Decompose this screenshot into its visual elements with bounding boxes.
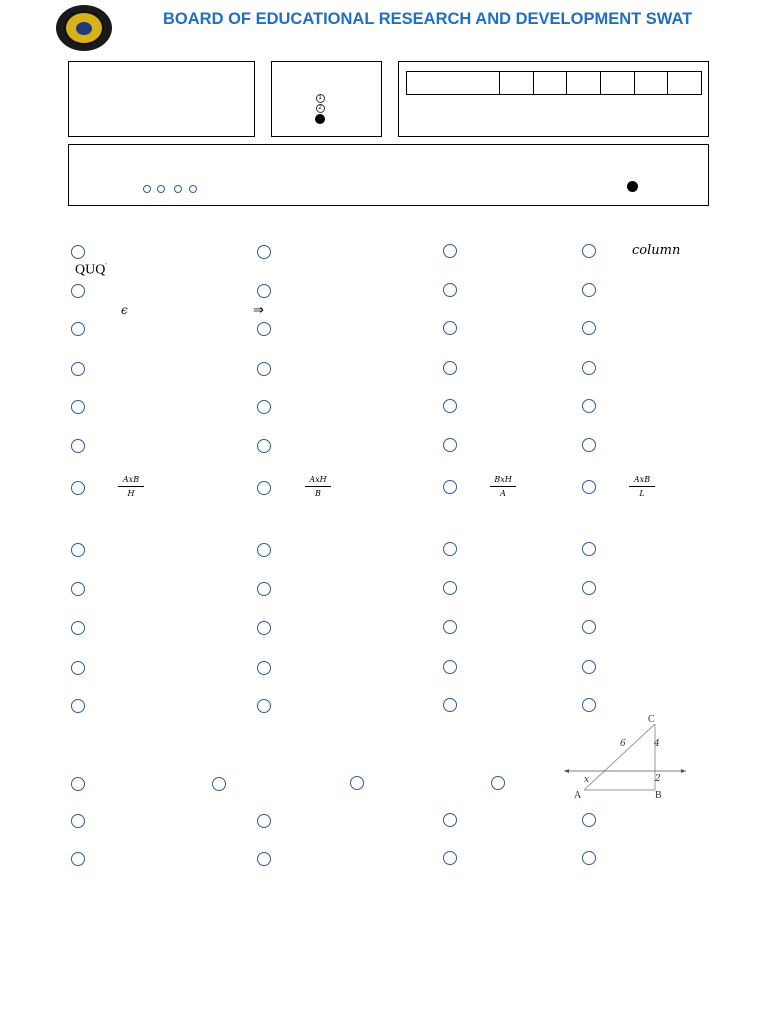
- answer-bubble-q4-a[interactable]: [71, 362, 85, 376]
- answer-bubble-q2-a[interactable]: [71, 284, 85, 298]
- answer-bubble-q12-a[interactable]: [71, 699, 85, 713]
- answer-bubble-q2-d[interactable]: [582, 283, 596, 297]
- answer-bubble-q3-c[interactable]: [443, 321, 457, 335]
- implies-symbol: ⇒: [253, 302, 264, 317]
- answer-bubble-q9-c[interactable]: [443, 581, 457, 595]
- board-logo-icon: [56, 5, 112, 51]
- answer-bubble-q15-b[interactable]: [257, 852, 271, 866]
- triangle-diagram: [560, 710, 692, 802]
- answer-bubble-q11-c[interactable]: [443, 660, 457, 674]
- name-box[interactable]: [68, 61, 255, 137]
- roll-cell[interactable]: [567, 72, 601, 95]
- option-text-quq: QUQ': [75, 262, 107, 278]
- answer-bubble-q14-d[interactable]: [582, 813, 596, 827]
- filled-sample-bubble: [627, 181, 638, 192]
- roll-cell[interactable]: [534, 72, 567, 95]
- answer-bubble-q7-c[interactable]: [443, 480, 457, 494]
- page-title: BOARD OF EDUCATIONAL RESEARCH AND DEVELOPMENT SWAT: [163, 10, 693, 28]
- epsilon-symbol: ϵ: [121, 303, 128, 317]
- answer-bubble-q4-c[interactable]: [443, 361, 457, 375]
- answer-bubble-q5-d[interactable]: [582, 399, 596, 413]
- answer-bubble-q9-d[interactable]: [582, 581, 596, 595]
- mini-bubble-2[interactable]: 2: [316, 104, 325, 113]
- answer-bubble-q14-a[interactable]: [71, 814, 85, 828]
- fraction-option-a: AxB H: [118, 475, 144, 498]
- answer-bubble-q11-a[interactable]: [71, 661, 85, 675]
- answer-bubble-q1-a[interactable]: [71, 245, 85, 259]
- mini-bubble-filled[interactable]: [315, 114, 325, 124]
- answer-bubble-q14-c[interactable]: [443, 813, 457, 827]
- answer-bubble-q7-b[interactable]: [257, 481, 271, 495]
- answer-bubble-q12-b[interactable]: [257, 699, 271, 713]
- option-text-column: column: [632, 243, 681, 258]
- answer-bubble-q10-b[interactable]: [257, 621, 271, 635]
- answer-bubble-q15-c[interactable]: [443, 851, 457, 865]
- vertex-label-c: C: [648, 714, 655, 725]
- answer-bubble-q5-a[interactable]: [71, 400, 85, 414]
- answer-bubble-q8-c[interactable]: [443, 542, 457, 556]
- answer-bubble-q10-d[interactable]: [582, 620, 596, 634]
- answer-bubble-q13-b[interactable]: [212, 777, 226, 791]
- answer-bubble-q1-d[interactable]: [582, 244, 596, 258]
- answer-bubble-q7-d[interactable]: [582, 480, 596, 494]
- roll-cell-label: [407, 72, 500, 95]
- answer-bubble-q6-d[interactable]: [582, 438, 596, 452]
- vertex-label-b: B: [655, 790, 662, 801]
- answer-bubble-q2-b[interactable]: [257, 284, 271, 298]
- answer-bubble-q13-a[interactable]: [71, 777, 85, 791]
- sample-bubble: [143, 185, 151, 193]
- answer-bubble-q8-d[interactable]: [582, 542, 596, 556]
- answer-bubble-q9-b[interactable]: [257, 582, 271, 596]
- answer-bubble-q8-b[interactable]: [257, 543, 271, 557]
- answer-bubble-q12-c[interactable]: [443, 698, 457, 712]
- fraction-option-b: AxH B: [305, 475, 331, 498]
- answer-bubble-q1-c[interactable]: [443, 244, 457, 258]
- answer-bubble-q4-d[interactable]: [582, 361, 596, 375]
- sample-bubble: [157, 185, 165, 193]
- answer-bubble-q10-c[interactable]: [443, 620, 457, 634]
- fraction-option-c: BxH A: [490, 475, 516, 498]
- answer-bubble-q15-a[interactable]: [71, 852, 85, 866]
- answer-bubble-q10-a[interactable]: [71, 621, 85, 635]
- answer-bubble-q8-a[interactable]: [71, 543, 85, 557]
- paper-code-box: [271, 61, 382, 137]
- answer-bubble-q6-c[interactable]: [443, 438, 457, 452]
- answer-bubble-q6-b[interactable]: [257, 439, 271, 453]
- answer-bubble-q1-b[interactable]: [257, 245, 271, 259]
- answer-bubble-q5-c[interactable]: [443, 399, 457, 413]
- arrow-right-icon: [681, 769, 686, 773]
- fraction-option-d: AxB L: [629, 475, 655, 498]
- angle-label-x: x: [584, 775, 590, 785]
- answer-bubble-q2-c[interactable]: [443, 283, 457, 297]
- answer-bubble-q11-b[interactable]: [257, 661, 271, 675]
- answer-bubble-q9-a[interactable]: [71, 582, 85, 596]
- paper-code-bubbles: [314, 94, 326, 124]
- roll-cell[interactable]: [668, 72, 702, 95]
- answer-bubble-q3-a[interactable]: [71, 322, 85, 336]
- sample-bubble: [174, 185, 182, 193]
- roll-cell[interactable]: [635, 72, 668, 95]
- roll-number-grid: [406, 71, 702, 95]
- side-label-hyp: 6: [620, 739, 626, 749]
- answer-bubble-q6-a[interactable]: [71, 439, 85, 453]
- arrow-left-icon: [564, 769, 569, 773]
- triangle-hypotenuse: [584, 724, 655, 790]
- roll-cell[interactable]: [500, 72, 534, 95]
- answer-bubble-q13-c[interactable]: [350, 776, 364, 790]
- answer-bubble-q4-b[interactable]: [257, 362, 271, 376]
- answer-bubble-q5-b[interactable]: [257, 400, 271, 414]
- roll-cell[interactable]: [601, 72, 635, 95]
- answer-bubble-q11-d[interactable]: [582, 660, 596, 674]
- instructions-box: [68, 144, 709, 206]
- answer-bubble-q14-b[interactable]: [257, 814, 271, 828]
- answer-bubble-q3-b[interactable]: [257, 322, 271, 336]
- answer-bubble-q3-d[interactable]: [582, 321, 596, 335]
- vertex-label-a: A: [574, 790, 582, 801]
- answer-bubble-q13-d[interactable]: [491, 776, 505, 790]
- side-label-small: 2: [655, 774, 661, 784]
- sample-bubble: [189, 185, 197, 193]
- side-label-vert: 4: [654, 739, 660, 749]
- answer-bubble-q15-d[interactable]: [582, 851, 596, 865]
- answer-bubble-q7-a[interactable]: [71, 481, 85, 495]
- mini-bubble-1[interactable]: 1: [316, 94, 325, 103]
